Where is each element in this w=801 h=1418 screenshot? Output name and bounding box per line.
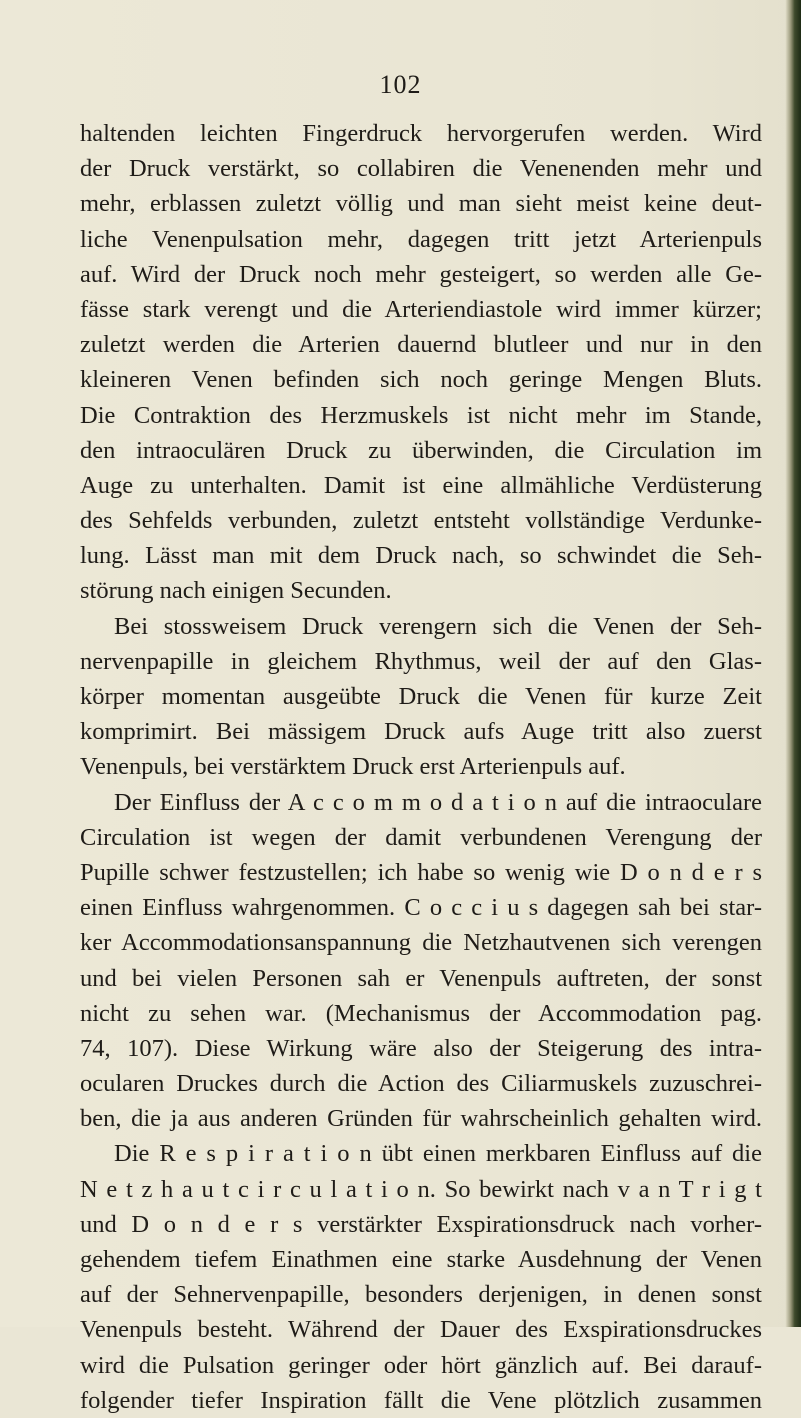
text-line: 74, 107). Diese Wirkung wäre also der Steigerung des intra-: [80, 1034, 762, 1062]
text-line: störung nach einigen Secunden.: [80, 577, 392, 605]
text-line: haltenden leichten Fingerdruck hervorgerufen werden. Wird: [80, 120, 762, 147]
text-line: der Druck verstärkt, so collabiren die Venenenden mehr und: [80, 155, 762, 183]
text-line: den intraoculären Druck zu überwinden, die Circulation im: [80, 436, 762, 464]
text-line: liche Venenpulsation mehr, dagegen tritt jetzt Arterienpuls: [80, 225, 762, 253]
text-line: des Sehfelds verbunden, zuletzt entsteht vollständige Verdunke-: [80, 507, 762, 535]
text-line: Bei stossweisem Druck verengern sich die Venen der Seh-: [114, 612, 762, 640]
text-line: ker Accommodationsanspannung die Netzhautvenen sich verengen: [80, 929, 762, 957]
text-line: nervenpapille in gleichem Rhythmus, weil der auf den Glas-: [80, 647, 762, 675]
text-line: einen Einfluss wahrgenommen. C o c c i u s dagegen sah bei star-: [80, 894, 762, 922]
text-line: lung. Lässt man mit dem Druck nach, so schwindet die Seh-: [80, 542, 762, 570]
text-line: kleineren Venen befinden sich noch geringe Mengen Bluts.: [80, 366, 762, 394]
text-line: auf. Wird der Druck noch mehr gesteigert, so werden alle Ge-: [80, 260, 762, 288]
text-line: ben, die ja aus anderen Gründen für wahrscheinlich gehalten wird.: [80, 1105, 762, 1133]
text-line: N e t z h a u t c i r c u l a t i o n. So bewirkt nach v a n T r i g t: [80, 1175, 762, 1203]
text-line: und bei vielen Personen sah er Venenpuls auftreten, der sonst: [80, 964, 762, 992]
text-line: Pupille schwer festzustellen; ich habe so wenig wie D o n d e r s: [80, 858, 762, 886]
page-edge: [785, 0, 801, 1327]
text-line: komprimirt. Bei mässigem Druck aufs Auge tritt also zuerst: [80, 718, 762, 746]
page-number: 102: [379, 70, 422, 99]
text-line: Die Contraktion des Herzmuskels ist nicht mehr im Stande,: [80, 401, 762, 429]
text-line: körper momentan ausgeübte Druck die Venen für kurze Zeit: [80, 683, 762, 710]
text-line: Venenpuls, bei verstärktem Druck erst Arterienpuls auf.: [80, 753, 626, 781]
text-line: Die R e s p i r a t i o n übt einen merkbaren Einfluss auf die: [114, 1140, 762, 1168]
body-text: [80, 116, 762, 1418]
text-line: ocularen Druckes durch die Action des Ciliarmuskels zuzuschrei-: [80, 1070, 762, 1098]
text-line: und D o n d e r s verstärkter Exspirationsdruck nach vorher-: [80, 1210, 762, 1238]
text-line: nicht zu sehen war. (Mechanismus der Accommodation pag.: [80, 999, 762, 1027]
text-line: fässe stark verengt und die Arteriendiastole wird immer kürzer;: [80, 295, 762, 323]
text-line: folgender tiefer Inspiration fällt die Vene plötzlich zusammen: [80, 1386, 762, 1414]
text-line: mehr, erblassen zuletzt völlig und man sieht meist keine deut-: [80, 190, 762, 218]
text-line: wird die Pulsation geringer oder hört gänzlich auf. Bei darauf-: [80, 1351, 762, 1379]
text-line: Der Einfluss der A c c o m m o d a t i o n auf die intraoculare: [114, 788, 762, 816]
text-line: Circulation ist wegen der damit verbundenen Verengung der: [80, 823, 762, 851]
text-line: Venenpuls besteht. Während der Dauer des Exspirationsdruckes: [80, 1316, 762, 1344]
text-line: auf der Sehnervenpapille, besonders derjenigen, in denen sonst: [80, 1281, 762, 1309]
text-line: gehendem tiefem Einathmen eine starke Ausdehnung der Venen: [80, 1246, 762, 1273]
text-line: zuletzt werden die Arterien dauernd blutleer und nur in den: [80, 331, 762, 359]
text-line: Auge zu unterhalten. Damit ist eine allmähliche Verdüsterung: [80, 471, 762, 499]
